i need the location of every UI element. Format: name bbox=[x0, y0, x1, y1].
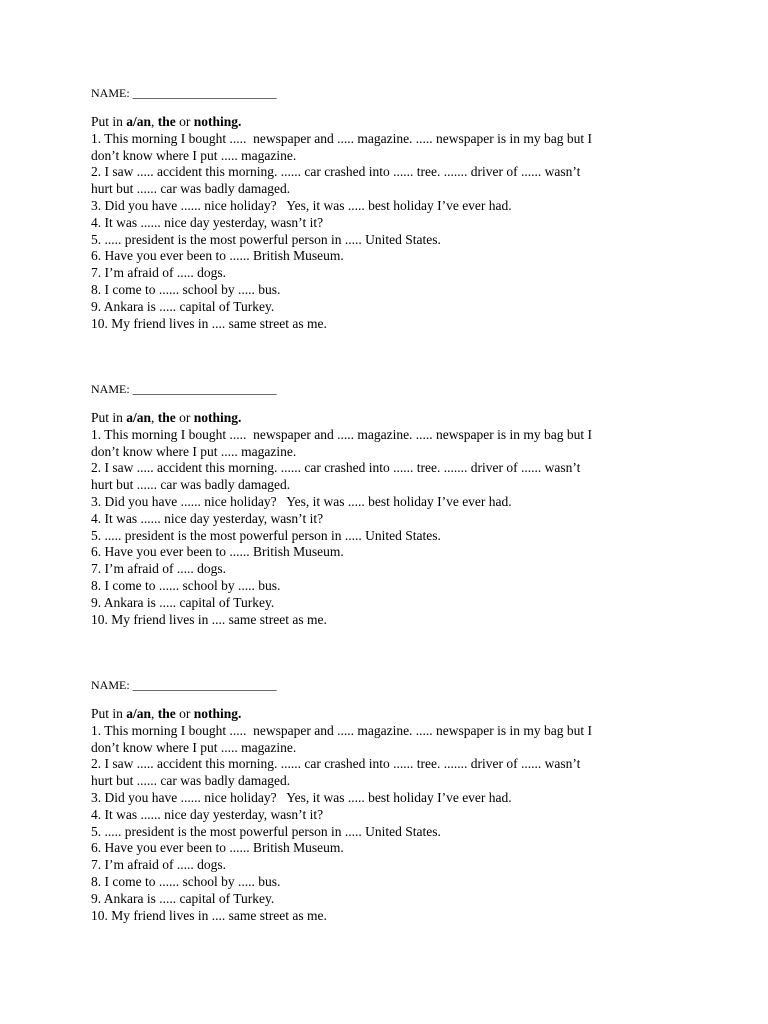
instruction-separator: or bbox=[175, 410, 194, 425]
name-field-label: NAME: ________________________ bbox=[91, 382, 277, 396]
exercise-line: 6. Have you ever been to ...... British Museum. bbox=[91, 840, 344, 856]
instruction-option-a-an: a/an bbox=[126, 114, 152, 129]
exercise-line: 2. I saw ..... accident this morning. ...... car crashed into ...... tree. ....... driver of ...... wasn’t bbox=[91, 164, 581, 180]
instruction-prefix: Put in bbox=[91, 114, 127, 129]
exercise-line: 1. This morning I bought ..... newspaper and ..... magazine. ..... newspaper is in my bag but I bbox=[91, 722, 593, 738]
instruction bbox=[91, 114, 691, 131]
exercise-line: 8. I come to ...... school by ..... bus. bbox=[91, 577, 281, 593]
instruction-option-a-an: a/an bbox=[126, 410, 152, 425]
name-field-label: NAME: ________________________ bbox=[91, 86, 277, 100]
name-field-label: NAME: ________________________ bbox=[91, 678, 277, 692]
instruction-option-the: the bbox=[157, 706, 176, 721]
instruction-option-nothing: nothing. bbox=[193, 706, 242, 721]
exercise-line: 5. ..... president is the most powerful person in ..... United States. bbox=[91, 231, 441, 247]
exercise-line: don’t know where I put ..... magazine. bbox=[91, 739, 297, 755]
exercise-line: 2. I saw ..... accident this morning. ...... car crashed into ...... tree. ....... driver of ...... wasn’t bbox=[91, 460, 581, 476]
instruction-option-the: the bbox=[157, 114, 176, 129]
instruction bbox=[91, 410, 691, 427]
instruction-prefix: Put in bbox=[91, 410, 127, 425]
exercise-line: 4. It was ...... nice day yesterday, wasn’t it? bbox=[91, 510, 324, 526]
worksheet-copy-3 bbox=[91, 678, 691, 924]
exercise-line: 3. Did you have ...... nice holiday? Yes, it was ..... best holiday I’ve ever had. bbox=[91, 197, 512, 213]
exercise-line: 1. This morning I bought ..... newspaper and ..... magazine. ..... newspaper is in my bag but I bbox=[91, 426, 593, 442]
instruction-separator: or bbox=[175, 706, 194, 721]
exercise-line: 9. Ankara is ..... capital of Turkey. bbox=[91, 594, 275, 610]
worksheet-copy-2 bbox=[91, 382, 691, 628]
instruction-prefix: Put in bbox=[91, 706, 127, 721]
exercise-line: 4. It was ...... nice day yesterday, wasn’t it? bbox=[91, 806, 324, 822]
exercise-line: 6. Have you ever been to ...... British Museum. bbox=[91, 544, 344, 560]
instruction-separator: , bbox=[151, 114, 158, 129]
exercise-line: 4. It was ...... nice day yesterday, wasn’t it? bbox=[91, 214, 324, 230]
instruction-separator: , bbox=[151, 706, 158, 721]
exercise-line: 10. My friend lives in .... same street as me. bbox=[91, 315, 327, 331]
exercise-line: 7. I’m afraid of ..... dogs. bbox=[91, 857, 226, 873]
exercise-line: hurt but ...... car was badly damaged. bbox=[91, 181, 291, 197]
exercise-line: 10. My friend lives in .... same street as me. bbox=[91, 611, 327, 627]
instruction-option-nothing: nothing. bbox=[193, 410, 242, 425]
exercise-line: 8. I come to ...... school by ..... bus. bbox=[91, 873, 281, 889]
instruction-separator: or bbox=[175, 114, 194, 129]
exercise-line: 9. Ankara is ..... capital of Turkey. bbox=[91, 298, 275, 314]
exercise-line: 2. I saw ..... accident this morning. ...... car crashed into ...... tree. ....... driver of ...... wasn’t bbox=[91, 756, 581, 772]
exercise-line: hurt but ...... car was badly damaged. bbox=[91, 773, 291, 789]
exercise-line: 1. This morning I bought ..... newspaper and ..... magazine. ..... newspaper is in my bag but I bbox=[91, 130, 593, 146]
exercise-line: 7. I’m afraid of ..... dogs. bbox=[91, 265, 226, 281]
instruction-option-a-an: a/an bbox=[126, 706, 152, 721]
exercise-line: 9. Ankara is ..... capital of Turkey. bbox=[91, 890, 275, 906]
exercise-line: don’t know where I put ..... magazine. bbox=[91, 147, 297, 163]
instruction bbox=[91, 706, 691, 723]
worksheet-copy-1 bbox=[91, 86, 691, 332]
exercise-line: hurt but ...... car was badly damaged. bbox=[91, 477, 291, 493]
instruction-separator: , bbox=[151, 410, 158, 425]
exercise-line: don’t know where I put ..... magazine. bbox=[91, 443, 297, 459]
exercise-line: 3. Did you have ...... nice holiday? Yes, it was ..... best holiday I’ve ever had. bbox=[91, 493, 512, 509]
instruction-option-nothing: nothing. bbox=[193, 114, 242, 129]
exercise-line: 3. Did you have ...... nice holiday? Yes, it was ..... best holiday I’ve ever had. bbox=[91, 789, 512, 805]
exercise-line: 8. I come to ...... school by ..... bus. bbox=[91, 281, 281, 297]
exercise-line: 7. I’m afraid of ..... dogs. bbox=[91, 561, 226, 577]
exercise-line: 6. Have you ever been to ...... British Museum. bbox=[91, 248, 344, 264]
instruction-option-the: the bbox=[157, 410, 176, 425]
exercise-line: 5. ..... president is the most powerful person in ..... United States. bbox=[91, 527, 441, 543]
exercise-line: 5. ..... president is the most powerful person in ..... United States. bbox=[91, 823, 441, 839]
exercise-line: 10. My friend lives in .... same street as me. bbox=[91, 907, 327, 923]
